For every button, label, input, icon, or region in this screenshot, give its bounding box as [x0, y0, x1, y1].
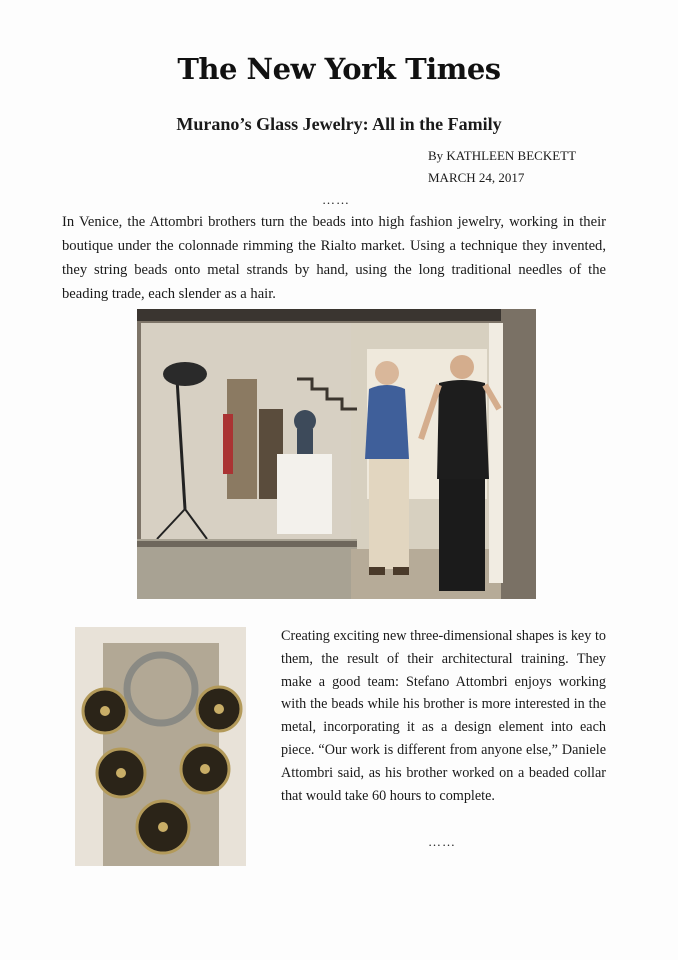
end-separator: ……: [428, 834, 456, 849]
boutique-photo-illustration: [137, 309, 536, 599]
article-headline: Murano’s Glass Jewelry: All in the Family: [176, 114, 502, 134]
article-intro-paragraph: In Venice, the Attombri brothers turn the beads into high fashion jewelry, working in their boutique under the colonnade rimming the Rialto market. Using a technique they invented, they string beads onto metal strands by hand, using the long traditional needles of the beading trade, each slender as a hair.: [62, 214, 606, 302]
necklace-photo: [75, 627, 246, 866]
article-body-paragraph: Creating exciting new three-dimensional shapes is key to them, the result of their architectural training. They make a good team: Stefano Attombri enjoys working with the beads while his brother is more interested in the metal, incorporating it as a design element into each piece. “Our work is different from anyone else,” Daniele Attombri said, as his brother worked on a beaded collar that would take 60 hours to complete.: [281, 628, 606, 804]
section-separator: ……: [322, 192, 350, 207]
necklace-photo-illustration: [75, 627, 246, 866]
article-byline: By KATHLEEN BECKETT: [428, 148, 577, 163]
article-date: MARCH 24, 2017: [428, 170, 525, 185]
boutique-photo: [137, 309, 536, 599]
newspaper-masthead: The New York Times: [177, 52, 501, 86]
